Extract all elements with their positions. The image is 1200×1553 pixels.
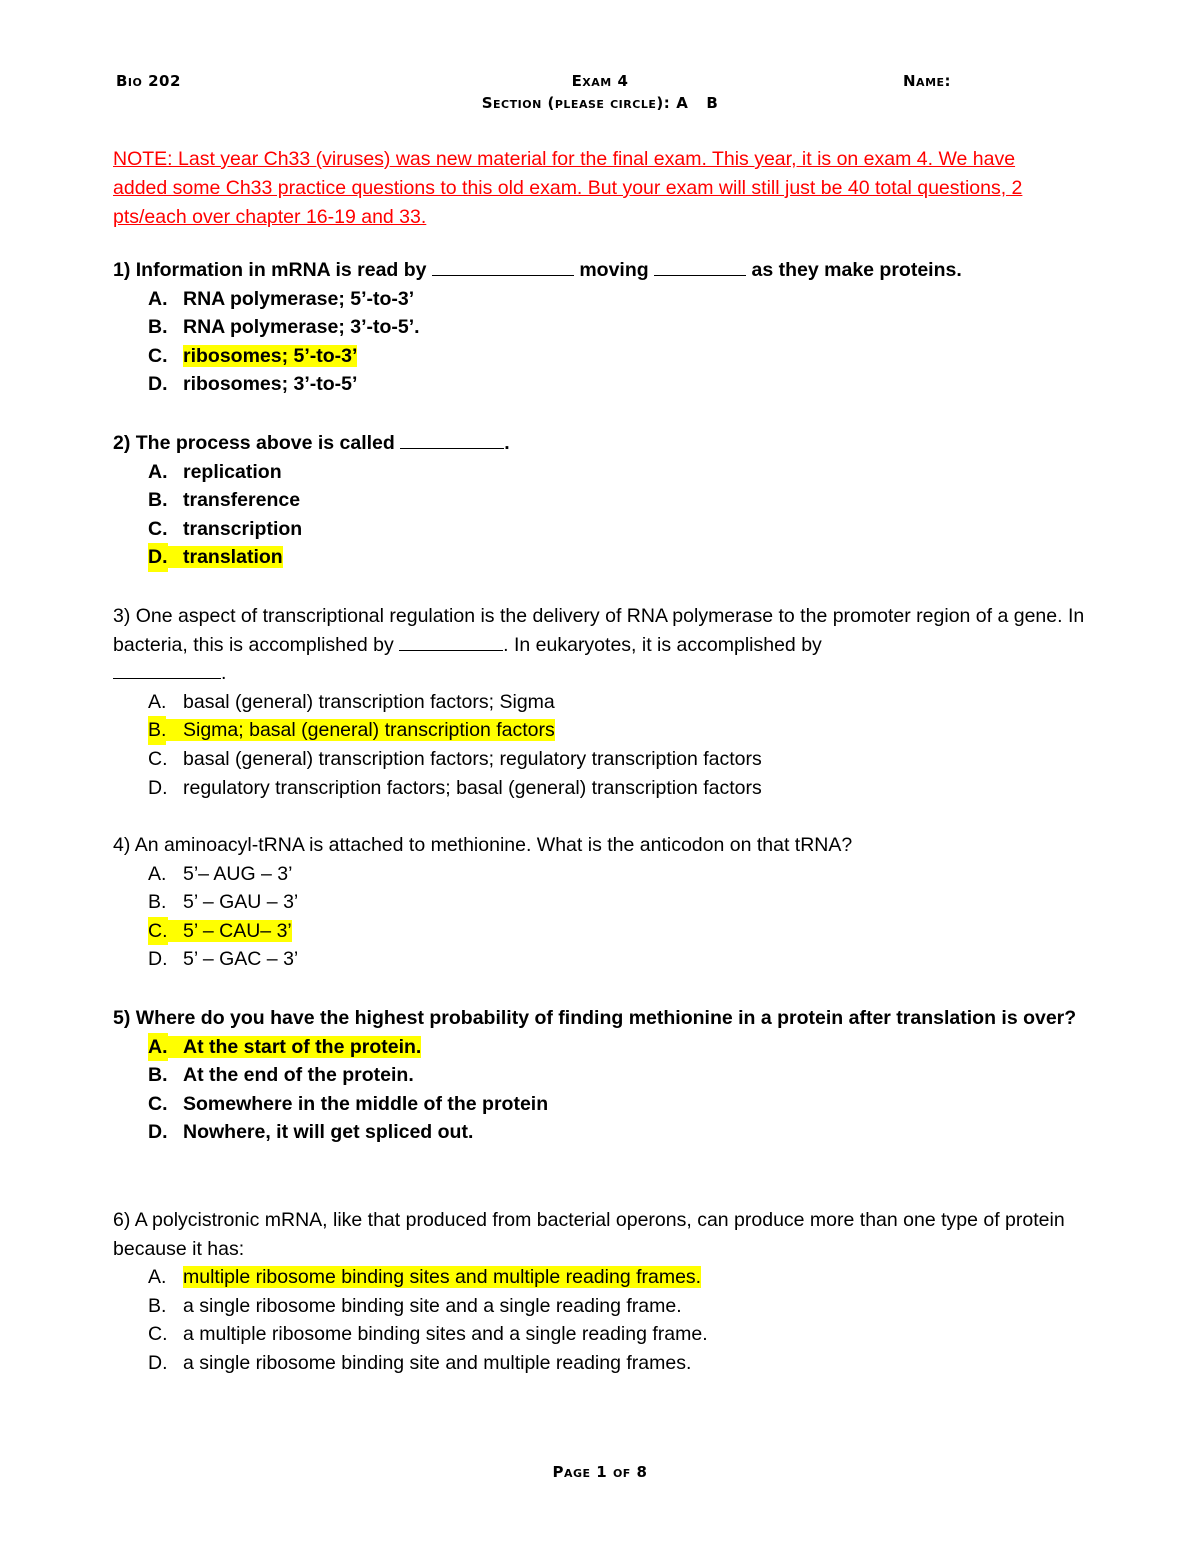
question-3 <box>113 602 1088 802</box>
answer-blank[interactable] <box>654 257 746 276</box>
question-6 <box>113 1206 1088 1378</box>
options-list <box>113 1263 1088 1377</box>
answer-blank[interactable] <box>432 257 574 276</box>
question-stem: 1) Information in mRNA is read by moving as they make proteins. <box>113 259 962 281</box>
option-c[interactable]: C. transcription <box>148 517 303 540</box>
question-number: 2) <box>113 432 131 454</box>
option-a[interactable] <box>113 1033 1088 1062</box>
question-number: 3) <box>113 605 131 627</box>
page-footer: Page 1 of 8 <box>552 1463 648 1481</box>
section-line <box>0 94 1200 112</box>
question-number: 5) <box>113 1007 131 1029</box>
question-stem: 2) The process above is called . <box>113 432 510 454</box>
highlighted-letter: C. <box>148 917 168 946</box>
option-a[interactable]: A. RNA polymerase; 5’-to-3’ <box>148 287 415 310</box>
highlighted-answer: multiple ribosome binding sites and multiple reading frames. <box>183 1266 702 1289</box>
options-list <box>113 1033 1088 1147</box>
question-number: 6) <box>113 1209 131 1231</box>
answer-blank[interactable] <box>113 660 221 679</box>
option-d[interactable]: D. ribosomes; 3’-to-5’ <box>148 373 358 396</box>
highlighted-letter: A. <box>148 1033 168 1062</box>
exam-title: Exam 4 <box>571 72 629 90</box>
question-stem: 4) An aminoacyl-tRNA is attached to methionine. What is the anticodon on that tRNA? <box>113 834 853 856</box>
options-list <box>113 688 1088 802</box>
question-stem: 5) Where do you have the highest probability of finding methionine in a protein after translation is over? <box>113 1007 1077 1029</box>
highlighted-answer: At the start of the protein. <box>148 1036 421 1058</box>
option-d[interactable] <box>113 543 1088 572</box>
option-d[interactable]: D. regulatory transcription factors; basal (general) transcription factors <box>148 776 762 799</box>
question-stem: 6) A polycistronic mRNA, like that produced from bacterial operons, can produce more than one type of protein because it has: <box>113 1209 1065 1260</box>
option-b[interactable]: B. a single ribosome binding site and a single reading frame. <box>148 1294 682 1317</box>
option-b[interactable]: B. RNA polymerase; 3’-to-5’. <box>148 316 420 339</box>
section-option-b[interactable]: B <box>706 94 719 112</box>
option-c[interactable]: C. ribosomes; 5’-to-3’ <box>148 344 358 367</box>
option-c[interactable]: C. a multiple ribosome binding sites and a single reading frame. <box>148 1323 708 1346</box>
highlighted-answer: Sigma; basal (general) transcription factors <box>148 719 555 741</box>
course-label: Bio 202 <box>116 72 181 90</box>
highlighted-letter: B. <box>148 716 166 745</box>
option-b[interactable] <box>113 716 1088 745</box>
highlighted-answer: 5’ – CAU– 3’ <box>148 920 292 942</box>
option-a[interactable]: A. 5’– AUG – 3’ <box>148 862 293 885</box>
exam-note: NOTE: Last year Ch33 (viruses) was new material for the final exam. This year, it is on exam 4. We have added some Ch33 practice questions to this old exam. But your exam will still just be 40 total questions, 2 pts/each over chapter 16-19 and 33. <box>113 148 1023 228</box>
highlighted-letter: D. <box>148 543 168 572</box>
option-a[interactable]: A. replication <box>148 460 282 483</box>
answer-blank[interactable] <box>399 632 503 651</box>
options-list <box>113 285 1088 399</box>
question-5 <box>113 1004 1088 1147</box>
option-b[interactable]: B. 5’ – GAU – 3’ <box>148 891 299 914</box>
highlighted-answer: ribosomes; 5’-to-3’ <box>183 344 358 367</box>
answer-blank[interactable] <box>400 430 504 449</box>
name-label: Name: <box>903 72 952 90</box>
question-stem: 3) One aspect of transcriptional regulation is the delivery of RNA polymerase to the promoter region of a gene. In bacteria, this is accomplished by . In eukaryotes, it is accomplished by . <box>113 605 1085 685</box>
option-b[interactable]: B. At the end of the protein. <box>148 1064 414 1087</box>
option-c[interactable]: C. basal (general) transcription factors; regulatory transcription factors <box>148 747 762 770</box>
question-number: 1) <box>113 259 131 281</box>
options-list <box>113 458 1088 572</box>
option-d[interactable]: D. 5’ – GAC – 3’ <box>148 948 299 971</box>
option-a[interactable]: A. basal (general) transcription factors; Sigma <box>148 690 555 713</box>
question-4 <box>113 831 1088 974</box>
question-number: 4) <box>113 834 131 856</box>
option-b[interactable]: B. transference <box>148 489 301 512</box>
option-a[interactable]: A. multiple ribosome binding sites and multiple reading frames. <box>148 1266 702 1289</box>
question-1 <box>113 256 1088 399</box>
option-c[interactable]: C. Somewhere in the middle of the protein <box>148 1092 549 1115</box>
option-c[interactable] <box>113 917 1088 946</box>
option-d[interactable]: D. Nowhere, it will get spliced out. <box>148 1121 474 1144</box>
question-2 <box>113 429 1088 572</box>
section-option-a[interactable]: A <box>676 94 689 112</box>
highlighted-answer: translation <box>148 546 283 568</box>
option-d[interactable]: D. a single ribosome binding site and multiple reading frames. <box>148 1351 692 1374</box>
section-label: Section (please circle): <box>481 94 671 112</box>
options-list <box>113 860 1088 974</box>
